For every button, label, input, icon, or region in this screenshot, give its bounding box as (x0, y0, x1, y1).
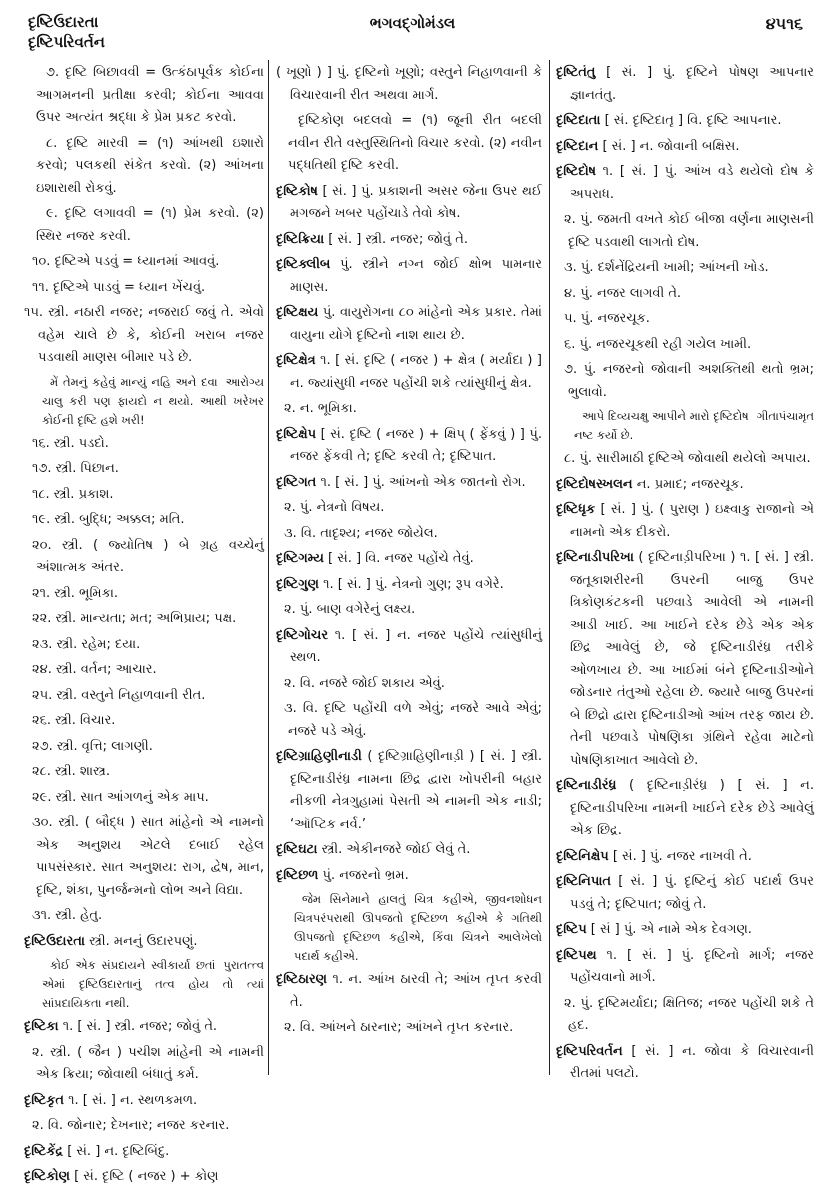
definition-text: ૧૭. સ્ત્રી. પિછાન. (32, 461, 119, 476)
definition-text: ૮. પું. સારીમાઠી દૃષ્ટિએ જોવાથી થયેલો અપાય. (564, 451, 811, 466)
entry-sense (24, 685, 264, 708)
definition-text: ૬. પું. નજરચૂકથી રહી ગયેલ ખામી. (564, 336, 752, 352)
entry-sense (276, 698, 542, 743)
definition-text: ૩. વિ. તાદૃશ્ય; નજર જોયેલ. (284, 525, 438, 541)
column-right (556, 62, 814, 1089)
definition-text: ૧. [ સં. ] ન. સ્થળકમળ. (64, 1092, 198, 1108)
guide-word-first: દૃષ્ટિઉદારતા (28, 13, 99, 31)
definition-text: ૨. વિ. આંખને ઠારનાર; આંખને તૃપ્ત કરનાર. (284, 1020, 514, 1035)
definition-text: સ્ત્રી. એકીનજરે જોઈ લેવું તે. (317, 842, 471, 857)
definition-text: ૯. દૃષ્ટિ લગાવવી = (૧) પ્રેમ કરવો. (૨) સ્થિર નજર કરવી. (36, 206, 264, 244)
entry-sense (556, 334, 814, 357)
entry-sense (24, 761, 264, 784)
definition-text: [ સં. દૃષ્ટિ ( નજર ) + કોણ (69, 1169, 219, 1184)
entry-sense (24, 1115, 264, 1138)
dictionary-entry (276, 472, 542, 495)
definition-text: ૨૮. સ્ત્રી. શાસ્ત્ર. (32, 764, 110, 779)
definition-text: ૨૬. સ્ત્રી. વિચાર. (32, 713, 116, 728)
quote-source: જીવનશોધન (485, 892, 542, 906)
quote-source: આરોગ્ય (225, 374, 264, 389)
column-left (24, 62, 264, 1192)
definition-text: ૧. [ સં. ] ન. નજર પહોંચે ત્યાંસુધીનું સ્થળ. (290, 627, 542, 665)
entry-sense (556, 308, 814, 331)
headword: દૃષ્ટિઉદારતા (24, 933, 85, 949)
dictionary-entry (276, 865, 542, 888)
headword: દૃષ્ટિનિપાત (556, 874, 612, 889)
definition-text: પું. નજરનો ભ્રમ. (318, 867, 409, 883)
entry-sense (24, 710, 264, 733)
usage-quote (556, 407, 814, 445)
definition-text: ૩૦. સ્ત્રી. ( બૌદ્ધ ) સાત માંહેનો એ નામનો એક અનુશય એટલે દબાઈ રહેલ પાપસંસ્કાર. સાત અનુશય: રાગ, દ્વેષ, માન, દૃષ્ટિ, શંકા, પુનર્જન્મનો લોભ અને વિદ્યા. (32, 815, 264, 898)
definition-text: પું. વાયુરોગના ૮૦ માંહેનો એક પ્રકાર. તેમાં વાયુના યોગે દૃષ્ટિનો નાશ થાય છે. (290, 305, 542, 343)
definition-text: ૨૧. સ્ત્રી. ભૂમિકા. (32, 585, 119, 601)
dictionary-entry (556, 871, 814, 916)
definition-text: [ સં. ] પું. દૃષ્ટિને પોષણ આપનાર જ્ઞાનતંતુ. (570, 65, 814, 103)
dictionary-entry (276, 625, 542, 670)
entry-sense (276, 673, 542, 696)
headword: દૃષ્ટિગુણ (276, 576, 320, 592)
entry-sense (24, 484, 264, 507)
definition-text: પું. સ્ત્રીને નગ્ન જોઈ ક્ષોભ પામનાર માણસ. (290, 257, 542, 295)
headword: દૃષ્ટિકેંદ્ર (24, 1143, 64, 1159)
dictionary-entry (276, 969, 542, 1014)
headword: દૃષ્ટિક્રિયા (276, 231, 325, 247)
headword: દૃષ્ટિદોષ (556, 164, 596, 179)
definition-text: ૧. [ સં. ] પું. આંખનો એક જાતનો રોગ. (316, 474, 526, 490)
definition-text: ૧૧. દૃષ્ટિએ પાડવું = ધ્યાન ખેંચવું. (32, 279, 206, 295)
definition-text: ૨૫. સ્ત્રી. વસ્તુને નિહાળવાની રીત. (32, 687, 206, 703)
entry-sense (276, 1017, 542, 1040)
dictionary-entry (556, 136, 814, 159)
entry-sense (24, 458, 264, 481)
definition-text: [ સં. ] પું. દૃષ્ટિનું કોઈ પદાર્થ ઉપર પડવું તે; દૃષ્ટિપાત; જોવું તે. (570, 874, 814, 912)
dictionary-entry (276, 350, 542, 395)
headword: દૃષ્ટિક્લીબ (276, 257, 331, 272)
definition-text: ૨. ન. ભૂમિકા. (284, 401, 357, 416)
entry-sense (24, 905, 264, 928)
definition-text: [ સં. દૃષ્ટિ ( નજર ) + ક્ષિપ્ ( ફેંકવું ) ] પું. નજર ફેંકવી તે; દૃષ્ટિ કરવી તે; દૃષ્ટિપાત. (290, 426, 542, 464)
headword: દૃષ્ટિઘટા (276, 842, 318, 857)
column-middle (276, 62, 542, 1043)
definition-text: ૩. પું. દર્શનેંદ્રિયની ખામી; આંખની ખોડ. (564, 260, 769, 275)
definition-text: ૨. વિ. જોનાર; દેખનાર; નજર કરનાર. (32, 1118, 230, 1133)
definition-text: ૧. [ સં. દૃષ્ટિ ( નજર ) + ક્ષેત્ર ( મર્યાદા ) ] ન. જ્યાંસુધી નજર પહોંચી શકે ત્યાંસુધીનું ક્ષેત્ર. (290, 353, 542, 391)
definition-text: ( દૃષ્ટિનાડ઼ીપરિખા ) ૧. [ સં. ] સ્ત્રી. જતૂકાશરીરની ઉપરની બાજુ ઉપર ત્રિકોણકંટકની પછવાડે આવેલી એ નામની આડી ખાઈ. આ ખાઈને દરેક છેડે એક એક છિદ્ર આવેલું છે, જે દૃષ્ટિનાડીરંધ્ર તરીકે ઓળખાય છે. આ ખાઈમાં બંને દૃષ્ટિનાડીઓને જોડનાર તંતુઓ રહેલા છે. જ્યારે બાજુ ઉપરનાં બે છિદ્રો દ્વારા દૃષ્ટિનાડીઓ આંખ તરફ જાય છે. તેની પછવાડે પોષણિકા ગ્રંથિને રહેવા માટેનો પોષણિકાખાત આવેલો છે. (570, 550, 814, 768)
definition-text: ૫. પું. નજરચૂક. (564, 311, 650, 326)
definition-text: ૭. દૃષ્ટિ બિછાવવી = ઉત્કંઠાપૂર્વક કોઈના આગમનની પ્રતીક્ષા કરવી; કોઈના આવવા ઉપર અત્યંત શ્રદ્ધા કે પ્રેમ પ્રકટ કરવો. (36, 65, 264, 125)
definition-text: ન. પ્રમાદ; નજરચૂક. (632, 476, 744, 492)
headword: દૃષ્ટિધૃક (556, 502, 596, 517)
entry-sense (24, 634, 264, 657)
entry-sense (24, 302, 264, 370)
headword: દૃષ્ટિક્ષય (276, 305, 319, 320)
page-title: ભગવદ્ગોમંડલ (369, 14, 456, 32)
headword: દૃષ્ટિઠારણ (276, 972, 327, 987)
definition-text: ૧૯. સ્ત્રી. બુદ્ધિ; અક્કલ; મતિ. (32, 512, 185, 527)
entry-sense (24, 1042, 264, 1087)
definition-text: [ સં ] પું. એ નામે એક દેવગણ. (586, 922, 752, 937)
definition-text: [ સં. ] વિ. નજર પહોંચે તેવું. (323, 551, 474, 566)
headword: દૃષ્ટિદોષસ્ખલન (556, 476, 633, 492)
dictionary-entry (276, 424, 542, 469)
entry-sense (24, 535, 264, 580)
dictionary-entry (24, 1090, 264, 1113)
headword: દૃષ્ટિકોષ (276, 183, 318, 199)
entry-sense (24, 433, 264, 456)
dictionary-entry (556, 775, 814, 843)
headword: દૃષ્ટિતંતુ (556, 65, 596, 80)
dictionary-entry (276, 229, 542, 252)
definition-text: ૧૬. સ્ત્રી. પડદો. (32, 435, 109, 451)
definition-text: ૨૩. સ્ત્રી. રહેમ; દયા. (32, 636, 141, 652)
definition-text: ૧. [ સં. ] પું. દૃષ્ટિનો માર્ગ; નજર પહોંચવાનો માર્ગ. (570, 947, 814, 985)
entry-sense (24, 203, 264, 248)
headword: દૃષ્ટિનાડીરંધ્ર (556, 778, 617, 793)
definition-text: ૧. [ સં. ] પું. આંખ વડે થયેલો દોષ કે અપરાધ. (570, 164, 814, 202)
definition-text: ૧. [ સં. ] સ્ત્રી. નજર; જોવું તે. (58, 1019, 218, 1034)
definition-text: ૨. સ્ત્રી. ( જૈન ) પચીશ માંહેની એ નામની એક ક્રિયા; જોવાથી બંધાતું કર્મ. (32, 1044, 264, 1082)
entry-sense (24, 736, 264, 759)
definition-text: ( ખૂણો ) ] પું. દૃષ્ટિનો ખૂણો; વસ્તુને નિહાળવાની કે વિચારવાની રીત અથવા માર્ગ. (276, 65, 542, 103)
definition-text: ૨. વિ. નજરે જોઈ શકાય એવું. (284, 675, 445, 691)
entry-sense (24, 787, 264, 810)
entry-sense (276, 497, 542, 520)
entry-sense (556, 257, 814, 280)
definition-text: ૧. ન. આંખ ઠારવી તે; આંખ તૃપ્ત કરવી તે. (290, 972, 542, 1010)
definition-text: આપે દિવ્યચક્ષુ આપીને મારો દૃષ્ટિદોષ નષ્ટ કર્યો છે. (574, 409, 749, 442)
definition-text: ૨૨. સ્ત્રી. માન્યતા; મત; અભિપ્રાય; પક્ષ. (32, 611, 237, 626)
dictionary-entry (556, 945, 814, 990)
entry-sense (556, 359, 814, 404)
guide-word-last: દૃષ્ટિપરિવર્તન (28, 33, 105, 51)
headword: દૃષ્ટિનિક્ષેપ (556, 848, 609, 864)
dictionary-entry (556, 846, 814, 869)
dictionary-entry (276, 746, 542, 836)
definition-text: [ સં. ] ન. જોવાની બક્ષિસ. (598, 138, 740, 154)
dictionary-entry (556, 547, 814, 772)
quote-source: ગીતાપંચામૃત (756, 409, 814, 423)
headword: દૃષ્ટિપરિવર્તન (556, 1043, 623, 1059)
column-divider (268, 60, 269, 1075)
definition-text: ૨. પું. નેત્રનો વિષય. (284, 500, 385, 515)
dictionary-entry (276, 254, 542, 299)
headword: દૃષ્ટિપ (556, 922, 587, 937)
entry-sense (276, 110, 542, 178)
dictionary-entry (24, 931, 264, 954)
headword: દૃષ્ટિક્ષેપ (276, 426, 317, 442)
headword: દૃષ્ટિગત (276, 474, 317, 490)
definition-text: ૨. પું. દૃષ્ટિમર્યાદા; ક્ષિતિજ; નજર પહોંચી શકે તે હદ. (564, 995, 814, 1033)
definition-text: [ સં. ] પું. પ્રકાશની અસર જેના ઉપર થઈ મગજને ખબર પહોંચાડે તેવો કોષ. (290, 183, 542, 221)
definition-text: ૧. [ સં. ] પું. નેત્રનો ગુણ; રૂપ વગેરે. (319, 576, 504, 592)
definition-text: [ સં. ] ન. જોવા કે વિચારવાની રીતમાં પલટો. (570, 1043, 814, 1081)
dictionary-entry (556, 161, 814, 206)
entry-sense (24, 251, 264, 274)
definition-text: ૨. પું. બાણ વગેરેનું લક્ષ્ય. (284, 602, 416, 617)
headword: દૃષ્ટિદાતા (556, 113, 601, 128)
entry-sense (24, 277, 264, 300)
entry-sense (556, 993, 814, 1038)
dictionary-entry (276, 839, 542, 862)
definition-text: ૧૦. દૃષ્ટિએ પડવું = ધ્યાનમાં આવવું. (32, 254, 220, 269)
entry-sense (24, 608, 264, 631)
dictionary-entry (24, 1141, 264, 1164)
entry-sense (556, 283, 814, 306)
entry-sense (556, 209, 814, 254)
column-divider (549, 60, 550, 1075)
definition-text: ૮. દૃષ્ટિ મારવી = (૧) આંખથી ઇશારો કરવો; પલકથી સંકેત કરવો. (૨) આંખના ઇશારાથી રોકવું. (36, 135, 264, 196)
definition-text: ૨૪. સ્ત્રી. વર્તન; આચાર. (32, 662, 157, 677)
definition-text: ૨૭. સ્ત્રી. વૃત્તિ; લાગણી. (32, 738, 153, 754)
definition-text: ( દૃષ્ટિગ્રાહિણીનાડ઼ી ) [ સં. ] સ્ત્રી. દૃષ્ટિનાડીરંધ્ર નામના છિદ્ર દ્વારા ખોપરીની બહાર નીકળી નેત્રગુહામાં પેસતી એ નામની એક નાડી; ‘ઑપ્ટિક નર્વ.’ (290, 749, 542, 832)
definition-text: કોઈ એક સંપ્રદાયને સ્વીકાર્યા છતાં એમાં દૃષ્ટિઉદારતાનું તત્વ હોય તો ત્યાં સાંપ્રદાયિકતા નથી. (42, 958, 264, 1010)
quote-source: પુરાતત્ત્વ (223, 958, 264, 972)
dictionary-entry (556, 62, 814, 107)
usage-quote (24, 373, 264, 430)
usage-quote (276, 890, 542, 966)
entry-sense (556, 448, 814, 471)
headword: દૃષ્ટિનાડીપરિખા (556, 550, 634, 565)
dictionary-entry (276, 181, 542, 226)
dictionary-entry (556, 499, 814, 544)
definition-text: જેમ સિનેમાને હાલતું ચિત્ર કહીએ, ચિત્રપરંપરાથી ઊપજતો દૃષ્ટિછળ કહીએ કે ગતિથી ઊપજતો દૃષ્ટિછળ કહીએ, કિંવા ચિત્રને આલેખેલો પદાર્થ કહીએ. (294, 892, 542, 963)
entry-sense (24, 62, 264, 130)
definition-text: મેં તેમનું કહેવું માન્યું નહિ અને દવા ચાલુ કરી પણ ફાયદો ન થયો. આથી ખરેખર કોઈની દૃષ્ટિ હશે ખરી! (42, 374, 264, 427)
dictionary-entry (556, 1041, 814, 1086)
entry-sense (24, 659, 264, 682)
page-number: ૪૫૧૬ (765, 14, 803, 33)
definition-text: [ સં. ] પું. નજર નાખવી તે. (608, 848, 752, 864)
dictionary-entry (276, 574, 542, 597)
dictionary-entry (276, 302, 542, 347)
usage-quote (24, 956, 264, 1013)
dictionary-entry (24, 1016, 264, 1039)
dictionary-entry (276, 548, 542, 571)
entry-sense (24, 509, 264, 532)
definition-text: ૨૦. સ્ત્રી. ( જ્યોતિષ ) બે ગ્રહ વચ્ચેનું અંશાત્મક અંતર. (32, 537, 264, 575)
dictionary-entry (556, 474, 814, 497)
definition-text: ૧૫. સ્ત્રી. નઠારી નજર; નજરાઈ જવું તે. એવો વહેમ ચાલે છે કે, કોઈની ખરાબ નજર પડવાથી માણસ બીમાર પડે છે. (24, 305, 264, 365)
definition-text: [ સં. દૃષ્ટિદાતૃ ] વિ. દૃષ્ટિ આપનાર. (600, 113, 782, 128)
entry-sense (24, 812, 264, 902)
entry-sense (276, 523, 542, 546)
definition-text: ૭. પું. નજરનો જોવાની અશક્તિથી થતો ભ્રમ; ભુલાવો. (564, 362, 814, 400)
entry-sense (24, 133, 264, 201)
entry-sense (276, 62, 542, 107)
definition-text: ૪. પું. નજર લાગવી તે. (564, 285, 682, 301)
entry-sense (276, 398, 542, 421)
definition-text: [ સં. ] પું. ( પુરાણ ) ઇક્ષ્વાકુ રાજાનો એ નામનો એક દીકરો. (570, 502, 814, 540)
headword: દૃષ્ટિકા (24, 1019, 59, 1034)
definition-text: [ સં. ] ન. દૃષ્ટિબિંદુ. (63, 1143, 170, 1159)
headword: દૃષ્ટિદાન (556, 138, 599, 154)
definition-text: ( દૃષ્ટિનાડ઼ીરંધ્ર ) [ સં. ] ન. દૃષ્ટિનાડીપરિખા નામની ખાઈને દરેક છેડે આવેલું એક છિદ્ર. (570, 778, 814, 838)
definition-text: ૩૧. સ્ત્રી. હેતુ. (32, 908, 103, 923)
headword: દૃષ્ટિગોચર (276, 627, 329, 643)
headword: દૃષ્ટિક્ષેત્ર (276, 353, 316, 368)
entry-sense (24, 583, 264, 606)
headword: દૃષ્ટિપથ (556, 947, 597, 963)
definition-text: ૨. પું. જમતી વખતે કોઈ બીજા વર્ણના માણસની દૃષ્ટિ પડવાથી લાગતો દોષ. (564, 212, 814, 250)
definition-text: ૨૯. સ્ત્રી. સાત આંગળનું એક માપ. (32, 789, 209, 805)
definition-text: સ્ત્રી. મનનું ઉદારપણું. (85, 933, 198, 949)
definition-text: દૃષ્ટિકોણ બદલવો = (૧) જૂની રીત બદલી નવીન રીતે વસ્તુસ્થિતિનો વિચાર કરવો. (૨) નવીન પદ્ધતિથી દૃષ્ટિ કરવી. (288, 113, 542, 173)
dictionary-entry (556, 110, 814, 133)
dictionary-entry (556, 919, 814, 942)
headword: દૃષ્ટિગમ્ય (276, 551, 324, 566)
headword: દૃષ્ટિકૃત (24, 1092, 64, 1108)
headword: દૃષ્ટિછળ (276, 867, 319, 883)
entry-sense (276, 599, 542, 622)
definition-text: [ સં. ] સ્ત્રી. નજર; જોવું તે. (324, 231, 469, 247)
dictionary-entry (24, 1166, 264, 1189)
headword: દૃષ્ટિગ્રાહિણીનાડી (276, 749, 362, 764)
definition-text: ૩. વિ. દૃષ્ટિ પહોંચી વળે એવું; નજરે આવે એવું; નજરે પડે એવું. (284, 701, 542, 739)
headword: દૃષ્ટિકોણ (24, 1169, 70, 1184)
definition-text: ૧૮. સ્ત્રી. પ્રકાશ. (32, 486, 114, 502)
